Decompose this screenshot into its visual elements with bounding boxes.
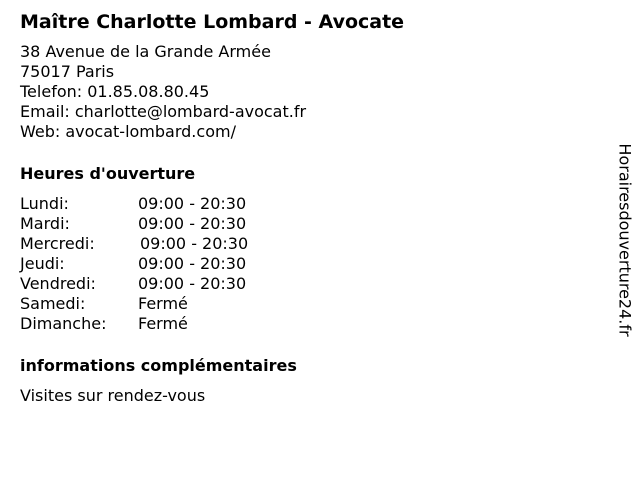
phone-line: Telefon: 01.85.08.80.45 <box>20 82 210 101</box>
hours-time: 09:00 - 20:30 <box>138 214 247 233</box>
hours-day: Mercredi: <box>20 234 95 253</box>
hours-day: Mardi: <box>20 214 70 233</box>
hours-heading: Heures d'ouverture <box>20 164 196 183</box>
hours-table <box>20 194 600 334</box>
hours-day: Vendredi: <box>20 274 96 293</box>
hours-time: 09:00 - 20:30 <box>138 274 247 293</box>
hours-row-monday <box>20 194 600 214</box>
hours-time: 09:00 - 20:30 <box>138 254 247 273</box>
hours-row-tuesday <box>20 214 600 234</box>
hours-time: Fermé <box>138 314 188 333</box>
web-line: Web: avocat-lombard.com/ <box>20 122 236 141</box>
hours-day: Dimanche: <box>20 314 107 333</box>
hours-row-friday <box>20 274 600 294</box>
address-line-city: 75017 Paris <box>20 62 115 81</box>
hours-time: 09:00 - 20:30 <box>140 234 249 253</box>
business-card <box>20 10 600 406</box>
email-line: Email: charlotte@lombard-avocat.fr <box>20 102 307 121</box>
hours-time: Fermé <box>138 294 188 313</box>
address-line-street: 38 Avenue de la Grande Armée <box>20 42 271 61</box>
hours-row-saturday <box>20 294 600 314</box>
hours-day: Jeudi: <box>20 254 65 273</box>
site-brand-vertical: Horairesdouverture24.fr <box>615 143 635 337</box>
hours-row-thursday <box>20 254 600 274</box>
info-heading: informations complémentaires <box>20 356 297 375</box>
hours-time: 09:00 - 20:30 <box>138 194 247 213</box>
info-text: Visites sur rendez-vous <box>20 386 206 405</box>
hours-day: Samedi: <box>20 294 86 313</box>
hours-row-wednesday <box>20 234 600 254</box>
hours-row-sunday <box>20 314 600 334</box>
hours-day: Lundi: <box>20 194 69 213</box>
business-title: Maître Charlotte Lombard - Avocate <box>20 11 405 33</box>
